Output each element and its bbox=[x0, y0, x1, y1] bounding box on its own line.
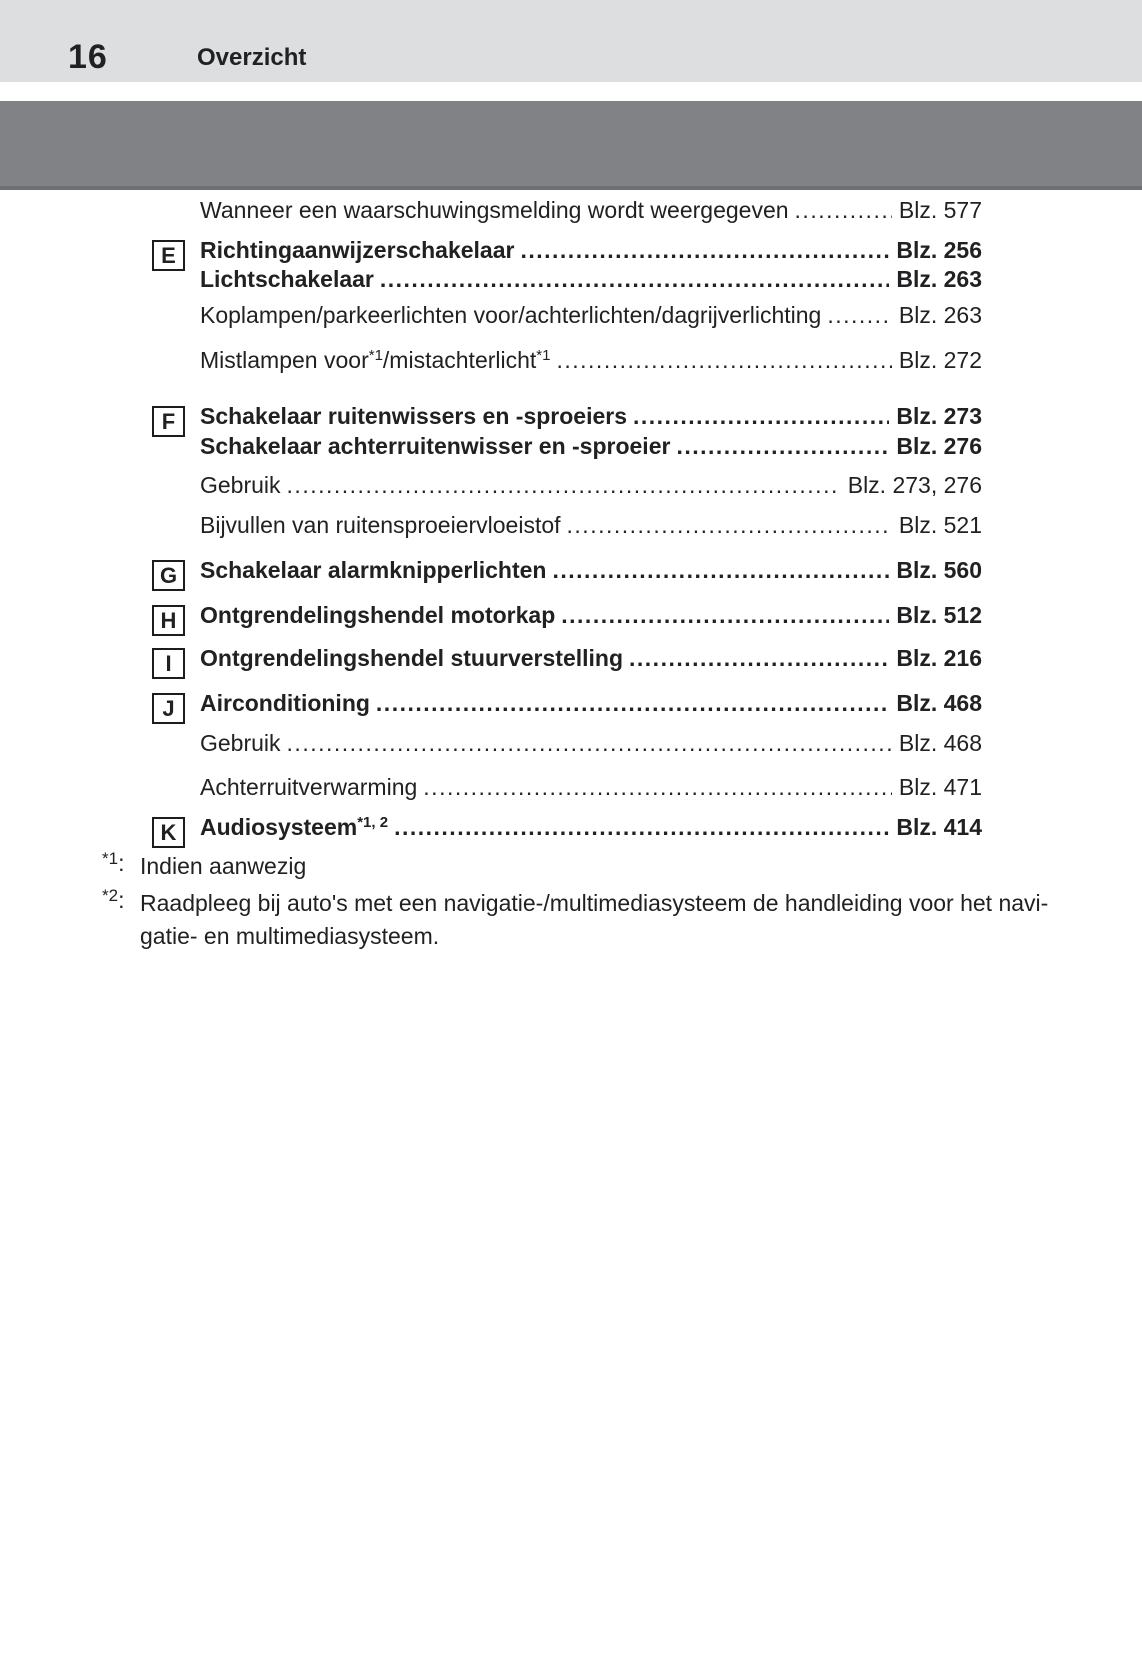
section-letter-badge: G bbox=[152, 560, 185, 591]
section-letter-badge: I bbox=[152, 648, 185, 679]
section-letter-badge: K bbox=[152, 817, 185, 848]
toc-entry-page: Blz. 273, 276 bbox=[847, 472, 982, 498]
toc-entry bbox=[152, 688, 982, 720]
label-text: Schakelaar achterruitenwisser en -sproeier bbox=[200, 433, 671, 459]
dot-leader bbox=[795, 195, 892, 225]
footnote-reference: *1 bbox=[536, 347, 551, 364]
footnote-marker: $^{*1}$: bbox=[102, 849, 125, 876]
toc-entry-label bbox=[200, 401, 627, 431]
toc-entry-label bbox=[200, 510, 561, 540]
toc-entry-page: Blz. 216 bbox=[896, 645, 982, 671]
toc-entry bbox=[152, 235, 982, 267]
footnote-text bbox=[140, 850, 1002, 883]
section-title: Overzicht bbox=[197, 44, 307, 71]
toc-entry bbox=[152, 600, 982, 632]
label-text: Bijvullen van ruitensproeiervloeistof bbox=[200, 512, 561, 538]
toc-entry-label bbox=[200, 470, 281, 500]
toc-entry bbox=[152, 195, 982, 227]
label-text: Koplampen/parkeerlichten voor/achterlichten/dagrijverlichting bbox=[200, 302, 822, 328]
footnote-reference: *1 bbox=[368, 347, 383, 364]
toc-entry-page: Blz. 273 bbox=[896, 403, 982, 429]
label-text: Mistlampen voor bbox=[200, 347, 369, 373]
label-text: Airconditioning bbox=[200, 690, 370, 716]
dot-leader bbox=[561, 600, 889, 630]
toc-entry-label bbox=[200, 728, 281, 758]
label-text: Schakelaar alarmknipperlichten bbox=[200, 557, 547, 583]
toc-entry bbox=[152, 345, 982, 377]
toc-entry bbox=[152, 431, 982, 463]
toc-entry bbox=[152, 401, 982, 433]
toc-entry bbox=[152, 510, 982, 542]
toc-entry bbox=[152, 300, 982, 332]
toc-entry-label bbox=[200, 345, 550, 379]
toc-entry-label bbox=[200, 600, 555, 630]
toc-entry-page: Blz. 560 bbox=[896, 557, 982, 583]
toc-entry-page: Blz. 521 bbox=[898, 512, 982, 538]
section-letter-badge: H bbox=[152, 605, 185, 636]
footnote-text bbox=[140, 887, 1049, 953]
label-text: Ontgrendelingshendel stuurverstelling bbox=[200, 645, 624, 671]
label-text: Ontgrendelingshendel motorkap bbox=[200, 602, 556, 628]
label-text: Achterruitverwarming bbox=[200, 774, 418, 800]
toc-entry-page: Blz. 414 bbox=[896, 814, 982, 840]
dot-leader bbox=[827, 300, 892, 330]
toc-entry-page: Blz. 468 bbox=[896, 690, 982, 716]
footnote-marker: $^{*2}$: bbox=[102, 886, 125, 913]
toc-entry-page: Blz. 272 bbox=[898, 347, 982, 373]
toc-entry-page: Blz. 263 bbox=[898, 302, 982, 328]
toc-entry-label bbox=[200, 195, 789, 225]
label-text: Gebruik bbox=[200, 730, 281, 756]
toc-entry-page: Blz. 468 bbox=[898, 730, 982, 756]
toc-entry-label bbox=[200, 772, 417, 802]
toc-entry bbox=[152, 264, 982, 296]
dot-leader bbox=[556, 345, 891, 375]
footnote-marker-sup: *1 bbox=[102, 849, 119, 868]
toc-entry bbox=[152, 772, 982, 804]
toc-entry-label bbox=[200, 300, 821, 330]
dot-leader bbox=[629, 643, 889, 673]
footnote-line: Indien aanwezig bbox=[140, 853, 307, 879]
toc-entry-label bbox=[200, 264, 374, 294]
dot-leader bbox=[633, 401, 889, 431]
toc-entry bbox=[152, 812, 982, 844]
footnote-marker-sup: *2 bbox=[102, 886, 119, 905]
toc-entry-label bbox=[200, 235, 514, 265]
section-letter-badge: E bbox=[152, 240, 185, 271]
label-text: Wanneer een waarschuwingsmelding wordt weergegeven bbox=[200, 197, 789, 223]
label-text: Lichtschakelaar bbox=[200, 266, 374, 292]
toc-entry-label bbox=[200, 431, 670, 461]
dot-leader bbox=[380, 264, 889, 294]
toc-entry bbox=[152, 470, 982, 502]
label-text: /mistachterlicht bbox=[382, 347, 537, 373]
dot-leader bbox=[394, 812, 889, 842]
toc-entry-label bbox=[200, 555, 546, 585]
label-text: Schakelaar ruitenwissers en -sproeiers bbox=[200, 403, 627, 429]
section-letter-badge: F bbox=[152, 406, 185, 437]
footnote-line: Raadpleeg bij auto's met een navigatie-/multimediasysteem de handleiding voor het navi- bbox=[140, 890, 1049, 916]
toc-entry-page: Blz. 512 bbox=[896, 602, 982, 628]
dot-leader bbox=[423, 772, 892, 802]
toc-entry-page: Blz. 276 bbox=[896, 433, 982, 459]
toc-entry bbox=[152, 728, 982, 760]
dot-leader bbox=[287, 728, 892, 758]
label-text: Richtingaanwijzerschakelaar bbox=[200, 237, 515, 263]
toc-entry bbox=[152, 555, 982, 587]
toc-entry-page: Blz. 577 bbox=[898, 197, 982, 223]
dot-leader bbox=[676, 431, 889, 461]
footnote bbox=[102, 850, 1002, 883]
footnote-reference: *1, 2 bbox=[357, 814, 389, 831]
toc-entry-label bbox=[200, 688, 370, 718]
label-text: Gebruik bbox=[200, 472, 281, 498]
section-letter-badge: J bbox=[152, 693, 185, 724]
toc-entry-label bbox=[200, 812, 388, 846]
toc-entry bbox=[152, 643, 982, 675]
toc-entry-page: Blz. 471 bbox=[898, 774, 982, 800]
label-text: Audiosysteem bbox=[200, 814, 358, 840]
page-number: 16 bbox=[68, 38, 108, 76]
dot-leader bbox=[287, 470, 841, 500]
toc-entry-page: Blz. 256 bbox=[896, 237, 982, 263]
footnote bbox=[102, 886, 1049, 953]
dot-leader bbox=[376, 688, 889, 718]
dot-leader bbox=[567, 510, 892, 540]
toc-entry-label bbox=[200, 643, 623, 673]
toc-entry-page: Blz. 263 bbox=[896, 266, 982, 292]
dot-leader bbox=[520, 235, 889, 265]
dot-leader bbox=[552, 555, 889, 585]
footnote-line: gatie- en multimediasysteem. bbox=[140, 923, 440, 949]
